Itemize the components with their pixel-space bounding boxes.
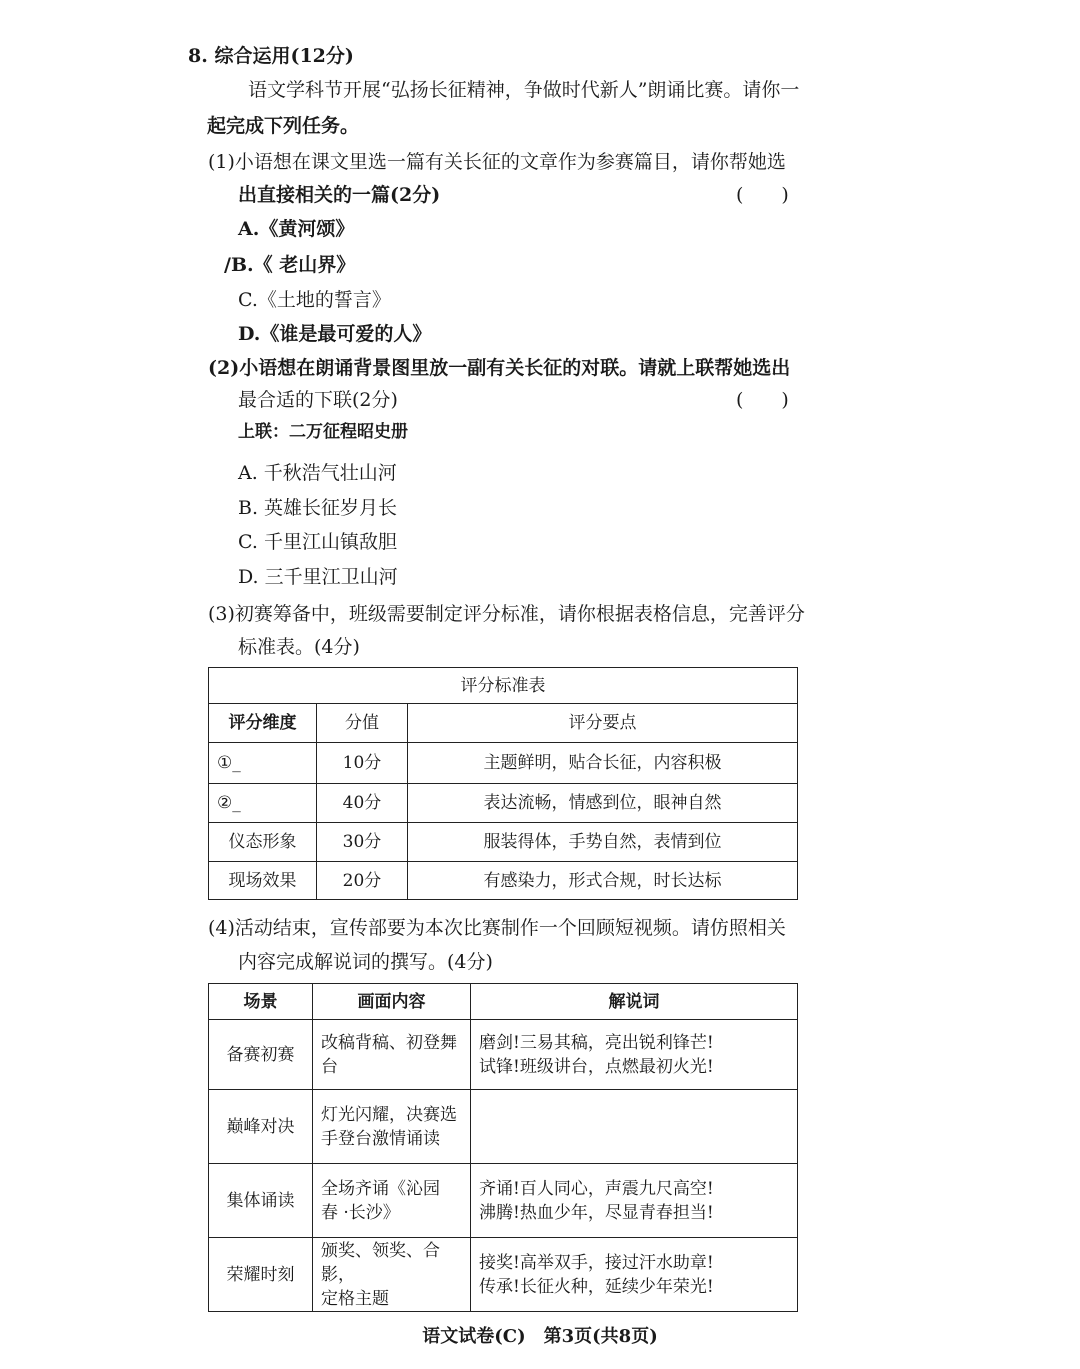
table-header: 场景	[209, 984, 313, 1020]
intro-line-1: 语文学科节开展“弘扬长征精神，争做时代新人”朗诵比赛。请你一	[248, 79, 800, 101]
q2-option-b: B. 英雄长征岁月长	[238, 497, 398, 519]
table-row	[209, 1164, 798, 1238]
scoring-standard-table	[208, 667, 798, 900]
q1-stem-line-2: 出直接相关的一篇(2分)	[238, 184, 441, 206]
table-row	[209, 1020, 798, 1090]
q2-option-d: D. 三千里江卫山河	[238, 566, 398, 588]
scene-cell: 备赛初赛	[209, 1020, 313, 1090]
table-cell: 40分	[317, 784, 408, 823]
table-header: 分值	[317, 704, 408, 743]
content-cell: 全场齐诵《沁园 春 ·长沙》	[313, 1164, 471, 1238]
table-header: 评分要点	[408, 704, 798, 743]
content-cell: 改稿背稿、初登舞台	[313, 1020, 471, 1090]
page-footer: 语文试卷(C) 第3页(共8页)	[422, 1326, 658, 1347]
scene-cell: 巅峰对决	[209, 1090, 313, 1164]
q2-stem-line-1: (2)小语想在朗诵背景图里放一副有关长征的对联。请就上联帮她选出	[208, 357, 791, 379]
q4-stem-line-2: 内容完成解说词的撰写。(4分)	[238, 951, 493, 973]
q2-option-c: C. 千里江山镇敌胆	[238, 531, 397, 553]
intro-line-2: 起完成下列任务。	[207, 115, 360, 137]
q2-answer-paren: ( )	[736, 389, 789, 411]
dimension-blank-1: ①_	[209, 743, 317, 784]
dimension-blank-2: ②_	[209, 784, 317, 823]
q1-option-b: /B.《 老山界》	[224, 254, 356, 276]
table-cell: 仪态形象	[209, 823, 317, 862]
table-row	[209, 862, 798, 900]
table-cell: 现场效果	[209, 862, 317, 900]
q2-stem-line-2: 最合适的下联(2分)	[238, 389, 398, 411]
table-cell: 10分	[317, 743, 408, 784]
q1-answer-paren: ( )	[736, 184, 789, 206]
q2-option-a: A. 千秋浩气壮山河	[238, 462, 397, 484]
content-cell: 颁奖、领奖、合影， 定格主题	[313, 1238, 471, 1312]
table-row	[209, 743, 798, 784]
narration-cell: 接奖!高举双手，接过汗水助章! 传承!长征火种，延续少年荣光!	[471, 1238, 798, 1312]
scene-cell: 集体诵读	[209, 1164, 313, 1238]
q2-upper-couplet: 上联：二万征程昭史册	[238, 422, 408, 442]
q1-option-c: C.《土地的誓言》	[238, 289, 391, 311]
table-cell: 30分	[317, 823, 408, 862]
table-cell: 有感染力，形式合规，时长达标	[408, 862, 798, 900]
narration-blank	[471, 1090, 798, 1164]
narration-table	[208, 983, 798, 1312]
table-row	[209, 784, 798, 823]
q3-stem-line-1: (3)初赛筹备中，班级需要制定评分标准，请你根据表格信息，完善评分	[208, 603, 805, 625]
narration-cell: 磨剑!三易其稿，亮出锐利锋芒! 试锋!班级讲台，点燃最初火光!	[471, 1020, 798, 1090]
scene-cell: 荣耀时刻	[209, 1238, 313, 1312]
table-row	[209, 1238, 798, 1312]
table-row	[209, 823, 798, 862]
table-header: 评分维度	[209, 704, 317, 743]
q3-stem-line-2: 标准表。(4分)	[238, 636, 360, 658]
question-title: 8. 综合运用(12分)	[188, 45, 354, 67]
content-cell: 灯光闪耀，决赛选 手登台激情诵读	[313, 1090, 471, 1164]
q1-stem-line-1: (1)小语想在课文里选一篇有关长征的文章作为参赛篇目，请你帮她选	[208, 151, 786, 173]
q1-option-a: A.《黄河颂》	[238, 218, 355, 240]
narration-cell: 齐诵!百人同心，声震九尺高空! 沸腾!热血少年，尽显青春担当!	[471, 1164, 798, 1238]
table-header: 画面内容	[313, 984, 471, 1020]
table-cell: 表达流畅，情感到位，眼神自然	[408, 784, 798, 823]
q1-option-d: D.《谁是最可爱的人》	[238, 323, 432, 345]
table-title: 评分标准表	[209, 668, 798, 704]
table-cell: 服装得体，手势自然，表情到位	[408, 823, 798, 862]
table-row	[209, 1090, 798, 1164]
table-cell: 主题鲜明，贴合长征，内容积极	[408, 743, 798, 784]
q4-stem-line-1: (4)活动结束，宣传部要为本次比赛制作一个回顾短视频。请仿照相关	[208, 917, 786, 939]
table-header: 解说词	[471, 984, 798, 1020]
table-cell: 20分	[317, 862, 408, 900]
